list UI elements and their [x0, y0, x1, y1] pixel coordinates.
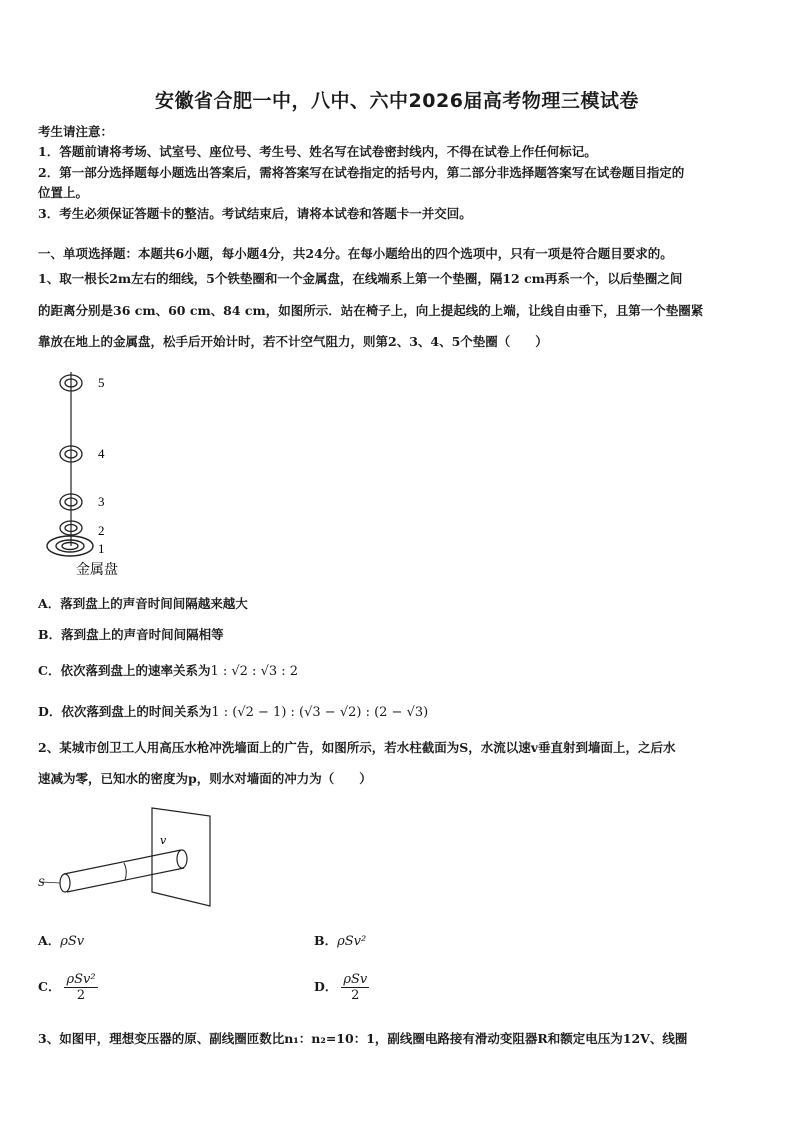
q1-washer-figure: [38, 362, 158, 582]
metal-plate: [47, 536, 93, 556]
q2-option-d[interactable]: [314, 972, 369, 1003]
q2-option-c[interactable]: [38, 972, 98, 1003]
notice-heading: 考生请注意：: [38, 124, 114, 139]
notice-item-2: 2．第一部分选择题每小题选出答案后，需将答案写在试卷指定的括号内，第二部分非选择题答案写在试卷题目指定的: [38, 165, 685, 180]
q2-option-b-letter: B．: [314, 933, 338, 948]
q1-line-2: 的距离分别是36 cm、60 cm、84 cm，如图所示．站在椅子上，向上提起线的上端，让线自由垂下，且第一个垫圈紧: [38, 303, 704, 318]
label-v: v: [160, 834, 167, 847]
washer-label-1: 1: [98, 541, 105, 556]
q2-option-c-letter: C．: [38, 979, 61, 994]
washer-label-3: 3: [98, 494, 105, 509]
q1-option-c-text: C．依次落到盘上的速率关系为: [38, 663, 211, 678]
q1-option-c-math: 1 : √2 : √3 : 2: [210, 664, 299, 679]
q1-option-d-text: D．依次落到盘上的时间关系为: [38, 704, 212, 719]
q1-line-3: 靠放在地上的金属盘，松手后开始计时，若不计空气阻力，则第2、3、4、5个垫圈（ ）: [38, 334, 548, 349]
pipe-top-edge: [64, 850, 181, 874]
page-title: 安徽省合肥一中，八中、六中2026届高考物理三模试卷: [155, 90, 639, 112]
q2-option-d-letter: D．: [314, 979, 338, 994]
q2-option-c-numerator: ρSv²: [66, 972, 96, 987]
notice-item-1: 1．答题前请将考场、试室号、座位号、考生号、姓名写在试卷密封线内，不得在试卷上作任何标记。: [38, 144, 597, 159]
pipe-end-cap: [60, 874, 70, 892]
q2-option-d-numerator: ρSv: [343, 972, 368, 987]
label-s: S: [38, 878, 45, 889]
section-heading: 一、单项选择题：本题共6小题，每小题4分，共24分。在每小题给出的四个选项中，只有一项是符合题目要求的。: [38, 246, 673, 261]
notice-item-3: 3．考生必须保证答题卡的整洁。考试结束后，请将本试卷和答题卡一并交回。: [38, 206, 472, 221]
q3-line-1: 3、如图甲，理想变压器的原、副线圈匝数比n₁：n₂=10：1，副线圈电路接有滑动变阻器R和额定电压为12V、线圈: [38, 1031, 688, 1046]
q2-option-a-math: ρSv: [60, 934, 85, 949]
q2-option-c-denominator: 2: [76, 988, 86, 1003]
q2-line-2: 速减为零，已知水的密度为p，则水对墙面的冲力为（ ）: [38, 771, 372, 786]
q1-option-c[interactable]: [38, 661, 298, 679]
washer-label-4: 4: [98, 446, 105, 461]
q1-option-a[interactable]: A．落到盘上的声音时间间隔越来越大: [38, 596, 248, 611]
q2-line-1: 2、某城市创卫工人用高压水枪冲洗墙面上的广告，如图所示，若水柱截面为S，水流以速v垂直射到墙面上，之后水: [38, 740, 676, 755]
q1-option-d[interactable]: [38, 702, 428, 720]
pipe-wall-end: [177, 850, 187, 868]
q2-water-gun-figure: [38, 806, 218, 910]
plate-label: 金属盘: [76, 562, 118, 578]
q2-option-b[interactable]: [314, 931, 366, 949]
q2-option-d-denominator: 2: [351, 988, 360, 1003]
q1-option-d-math: 1 : (√2 − 1) : (√3 − √2) : (2 − √3): [211, 705, 429, 720]
q1-option-b[interactable]: B．落到盘上的声音时间间隔相等: [38, 627, 224, 642]
q1-line-1: 1、取一根长2m左右的细线，5个铁垫圈和一个金属盘，在线端系上第一个垫圈，隔12 cm再系一个，以后垫圈之间: [38, 271, 683, 286]
notice-item-2-cont: 位置上。: [38, 185, 89, 200]
q2-option-a-letter: A．: [38, 933, 61, 948]
q2-option-b-math: ρSv²: [337, 934, 367, 949]
washer-label-5: 5: [98, 375, 105, 390]
q2-option-a[interactable]: [38, 931, 84, 949]
washer-label-2: 2: [98, 523, 105, 538]
pipe-seam: [124, 863, 126, 880]
